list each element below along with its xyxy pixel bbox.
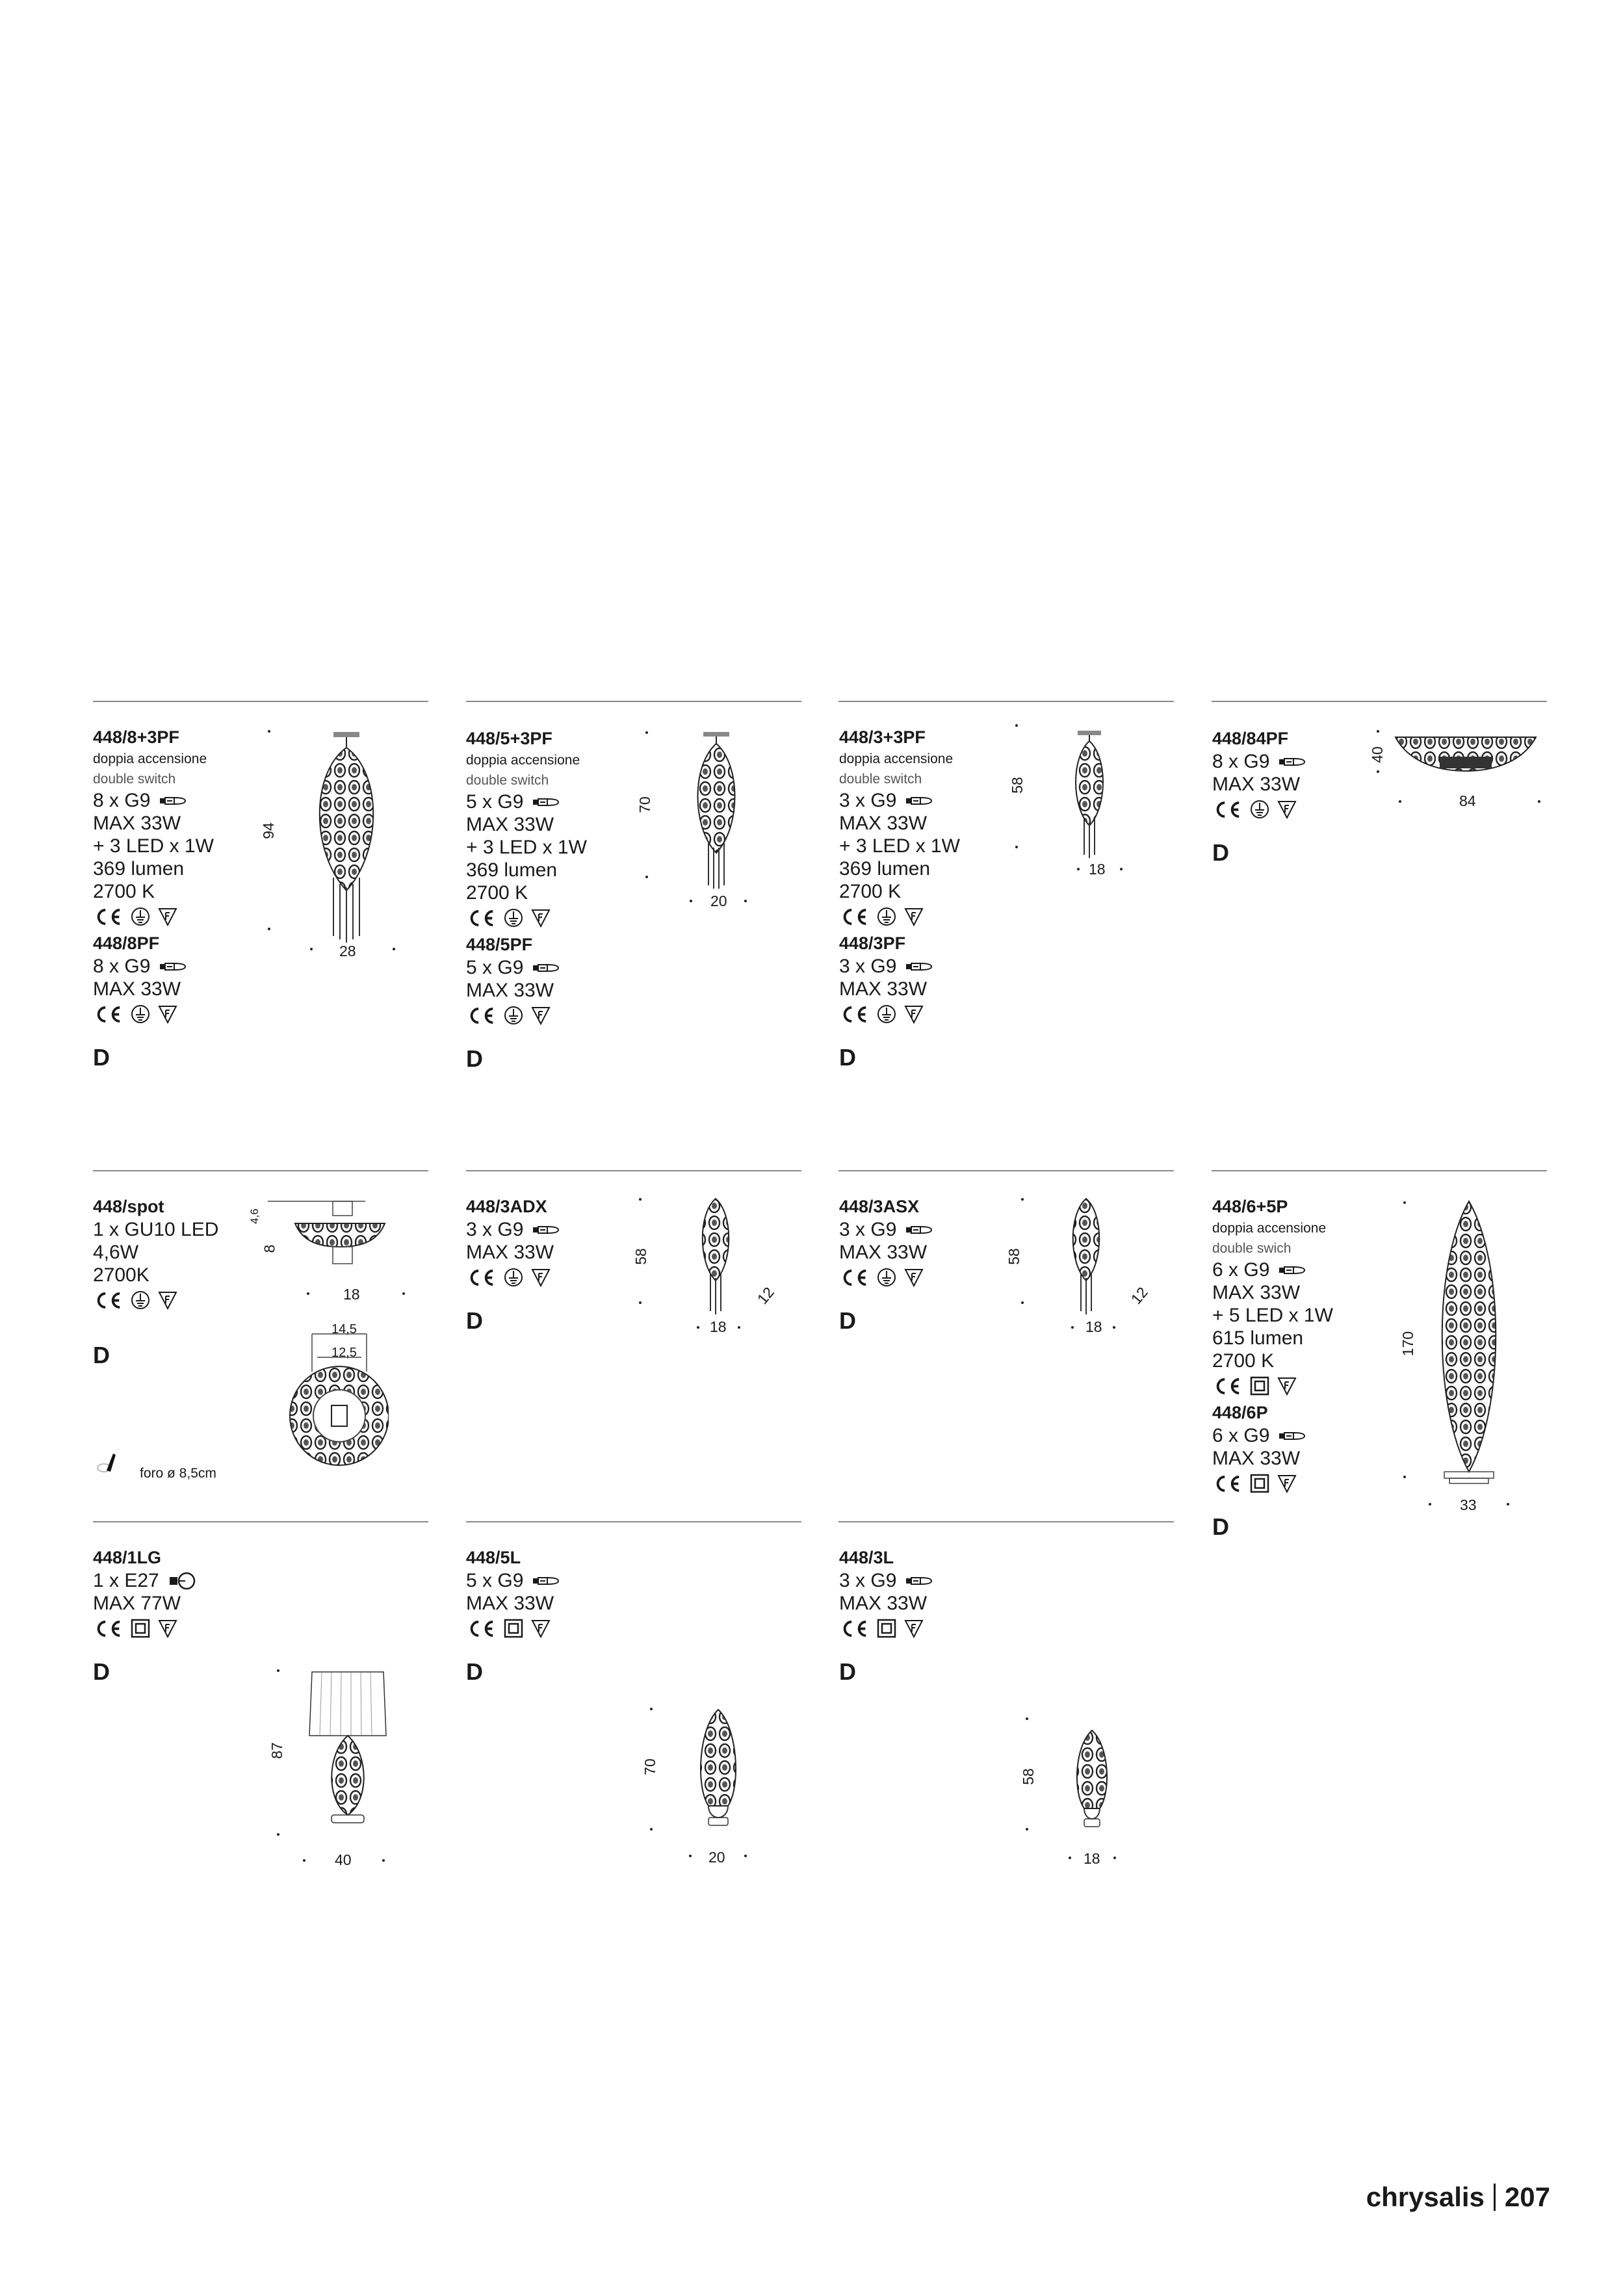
page-footer — [1366, 2182, 1550, 2213]
g9-bulb-icon — [1279, 1431, 1307, 1441]
ce-mark — [839, 1619, 869, 1638]
certification-marks — [1212, 1376, 1381, 1396]
separator-rule — [93, 1521, 428, 1522]
energy-class: D — [466, 1307, 483, 1334]
ce-mark — [466, 1006, 496, 1025]
certification-marks — [839, 907, 1028, 926]
product-448-6-5p — [1212, 1196, 1381, 1540]
inner-dimension: 12,5 — [331, 1346, 357, 1360]
max-power: MAX 33W — [839, 813, 928, 834]
width-dimension: 33 — [1460, 1496, 1477, 1513]
g9-bulb-icon — [1279, 1265, 1307, 1275]
max-power: MAX 33W — [1212, 1282, 1301, 1303]
certification-marks — [466, 908, 655, 928]
earth-icon — [131, 907, 150, 926]
separator-rule — [93, 1170, 428, 1171]
e27-bulb-icon — [168, 1571, 197, 1591]
lamp-spec — [466, 1218, 609, 1241]
separator-rule — [838, 701, 1174, 702]
f-triangle-icon — [904, 1268, 924, 1287]
height-dimension: 58 — [1019, 1768, 1037, 1785]
lamp-count: 6 x G9 — [1212, 1259, 1270, 1281]
brand-name: chrysalis — [1366, 2182, 1485, 2212]
color-temperature: 2700K — [93, 1264, 149, 1286]
height-dimension: 40 — [1368, 746, 1386, 763]
ce-mark — [93, 1005, 123, 1024]
f-triangle-icon — [1277, 800, 1297, 819]
energy-class: D — [93, 1044, 110, 1071]
energy-class: D — [839, 1044, 856, 1071]
width-dimension: 18 — [1085, 1318, 1102, 1335]
switch-note-en: double switch — [466, 773, 549, 788]
ceiling-lamp-drawing — [1394, 733, 1537, 779]
lumen: 369 lumen — [93, 858, 185, 880]
f-triangle-icon — [904, 1619, 924, 1638]
width-dimension: 20 — [710, 893, 727, 909]
table-lamp-drawing — [305, 1671, 390, 1827]
pendant-lamp-drawing — [304, 728, 389, 943]
color-temperature: 2700 K — [466, 882, 528, 904]
separator-rule — [466, 1521, 801, 1522]
product-code: 448/spot — [93, 1197, 164, 1216]
width-dimension: 28 — [339, 943, 356, 959]
switch-note-it: doppia accensione — [1212, 1221, 1327, 1236]
f-triangle-icon — [1277, 1474, 1297, 1493]
ce-mark — [1212, 1474, 1242, 1493]
f-triangle-icon — [531, 1619, 551, 1638]
top-dimension: 4,6 — [248, 1208, 261, 1224]
switch-note-it: doppia accensione — [93, 751, 207, 766]
height-dimension: 70 — [636, 796, 653, 813]
separator-rule — [93, 701, 428, 702]
switch-note-en: double swich — [1212, 1241, 1292, 1256]
product-code: 448/3ASX — [839, 1197, 920, 1216]
product-448-1lg — [93, 1547, 236, 1685]
product-code: 448/6+5P — [1212, 1197, 1288, 1216]
page-number: 207 — [1504, 2182, 1550, 2212]
certification-marks — [93, 1004, 281, 1024]
earth-icon — [504, 1006, 523, 1025]
hole-note: foro ø 8,5cm — [140, 1466, 216, 1481]
product-448-3asx — [839, 1196, 982, 1334]
product-code: 448/3L — [839, 1548, 894, 1567]
width-dimension: 84 — [1459, 792, 1476, 809]
lumen: 369 lumen — [466, 859, 558, 881]
width-dimension: 18 — [710, 1318, 727, 1335]
g9-bulb-icon — [905, 1225, 934, 1235]
outer-dimension: 14,5 — [331, 1322, 357, 1337]
product-code: 448/84PF — [1212, 729, 1289, 748]
lamp-spec — [839, 789, 1028, 812]
certification-marks — [93, 1619, 236, 1638]
height-dimension: 58 — [1008, 777, 1026, 794]
lamp-spec — [93, 789, 281, 812]
lamp-spec — [839, 955, 1028, 978]
lamp-count: 3 x G9 — [839, 1570, 897, 1591]
width-dimension: 20 — [708, 1849, 725, 1866]
max-power: MAX 33W — [839, 978, 928, 1000]
led-spec: + 5 LED x 1W — [1212, 1305, 1333, 1326]
certification-marks — [93, 1290, 255, 1310]
switch-note-it: doppia accensione — [839, 751, 954, 766]
lamp-count: 1 x E27 — [93, 1570, 159, 1591]
energy-class: D — [1212, 1513, 1229, 1540]
lamp-spec — [466, 790, 655, 813]
separator-rule — [1212, 701, 1547, 702]
lamp-count: 8 x G9 — [93, 790, 151, 811]
lamp-spec — [466, 956, 655, 979]
lamp-count: 5 x G9 — [466, 791, 524, 813]
f-triangle-icon — [531, 1268, 551, 1287]
variant-code: 448/3PF — [839, 933, 906, 953]
product-448-3l — [839, 1547, 982, 1685]
max-power: MAX 33W — [1212, 774, 1301, 795]
lamp-spec — [1212, 1424, 1381, 1447]
color-temperature: 2700 K — [1212, 1350, 1275, 1372]
spot-lamp-top-drawing — [285, 1333, 389, 1469]
product-448-3adx — [466, 1196, 609, 1334]
f-triangle-icon — [531, 1006, 551, 1025]
double-insulation-icon — [1250, 1474, 1269, 1493]
certification-marks — [93, 907, 281, 926]
product-code: 448/1LG — [93, 1548, 162, 1567]
ce-mark — [839, 1268, 869, 1287]
energy-class: D — [93, 1342, 110, 1368]
certification-marks — [466, 1268, 609, 1287]
product-448-5-3pf — [466, 728, 655, 1072]
switch-note-en: double switch — [93, 772, 176, 787]
energy-class: D — [1212, 839, 1229, 866]
ce-mark — [466, 909, 496, 928]
max-power: MAX 33W — [466, 814, 554, 835]
ce-mark — [839, 1005, 869, 1024]
width-dimension: 18 — [1089, 861, 1106, 878]
hole-icon — [96, 1452, 122, 1473]
product-448-3-3pf — [839, 727, 1028, 1071]
height-dimension: 87 — [268, 1742, 285, 1759]
width-dimension: 18 — [1084, 1850, 1100, 1867]
separator-rule — [1212, 1170, 1547, 1171]
table-lamp-drawing — [1066, 1729, 1118, 1830]
separator-rule — [466, 701, 801, 702]
height-dimension: 8 — [261, 1244, 278, 1253]
certification-marks — [1212, 800, 1342, 819]
product-code: 448/5L — [466, 1548, 521, 1567]
max-power: MAX 33W — [1212, 1448, 1301, 1469]
color-temperature: 2700 K — [839, 881, 902, 902]
lamp-count: 3 x G9 — [839, 956, 897, 977]
wattage: 4,6W — [93, 1242, 139, 1263]
variant-code: 448/5PF — [466, 935, 533, 954]
lamp-count: 3 x G9 — [466, 1219, 524, 1240]
variant-code: 448/8PF — [93, 933, 160, 953]
earth-icon — [877, 1268, 896, 1287]
switch-note-it: doppia accensione — [466, 753, 580, 768]
height-dimension: 70 — [641, 1758, 658, 1775]
f-triangle-icon — [904, 907, 924, 926]
lamp-spec — [466, 1569, 609, 1592]
energy-class: D — [466, 1045, 483, 1072]
lamp-spec — [93, 955, 281, 978]
f-triangle-icon — [158, 1619, 177, 1638]
switch-note-en: double switch — [839, 772, 922, 787]
earth-icon — [504, 908, 523, 928]
g9-bulb-icon — [532, 1225, 561, 1235]
certification-marks — [466, 1006, 655, 1025]
lamp-spec — [1212, 1259, 1381, 1281]
f-triangle-icon — [904, 1004, 924, 1024]
earth-icon — [504, 1268, 523, 1287]
separator-rule — [838, 1170, 1174, 1171]
g9-bulb-icon — [532, 1576, 561, 1586]
energy-class: D — [93, 1658, 110, 1685]
product-448-5l — [466, 1547, 609, 1685]
f-triangle-icon — [158, 1004, 177, 1024]
certification-marks — [466, 1619, 609, 1638]
width-dimension: 18 — [343, 1286, 360, 1303]
color-temperature: 2700 K — [93, 881, 155, 902]
energy-class: D — [839, 1658, 856, 1685]
ce-mark — [93, 1291, 123, 1310]
g9-bulb-icon — [159, 796, 188, 806]
pendant-lamp-drawing — [1063, 728, 1115, 858]
f-triangle-icon — [531, 908, 551, 928]
lamp-count: 8 x G9 — [1212, 751, 1270, 772]
led-spec: + 3 LED x 1W — [93, 835, 214, 857]
height-dimension: 94 — [259, 822, 277, 839]
max-power: MAX 33W — [839, 1593, 928, 1614]
g9-bulb-icon — [159, 961, 188, 972]
lamp-count: 6 x G9 — [1212, 1425, 1270, 1446]
max-power: MAX 33W — [466, 980, 554, 1001]
product-code: 448/8+3PF — [93, 727, 179, 747]
g9-bulb-icon — [905, 1576, 934, 1586]
g9-bulb-icon — [532, 963, 561, 973]
earth-icon — [877, 1004, 896, 1024]
earth-icon — [131, 1004, 150, 1024]
lamp-count: 8 x G9 — [93, 956, 151, 977]
earth-icon — [131, 1290, 150, 1310]
footer-divider — [1494, 2184, 1496, 2211]
double-insulation-icon — [877, 1619, 896, 1638]
max-power: MAX 33W — [839, 1242, 928, 1263]
ce-mark — [1212, 800, 1242, 819]
max-power: MAX 33W — [466, 1242, 554, 1263]
spot-lamp-side-drawing — [268, 1200, 398, 1272]
certification-marks — [839, 1619, 982, 1638]
lamp-count: 3 x G9 — [839, 1219, 897, 1240]
max-power: MAX 77W — [93, 1593, 181, 1614]
led-spec: + 3 LED x 1W — [839, 835, 960, 857]
lamp-count: 5 x G9 — [466, 1570, 524, 1591]
lamp-count: 5 x G9 — [466, 957, 524, 978]
certification-marks — [1212, 1474, 1381, 1493]
product-code: 448/3+3PF — [839, 727, 926, 747]
lamp-spec — [839, 1569, 982, 1592]
earth-icon — [877, 907, 896, 926]
led-spec: + 3 LED x 1W — [466, 837, 587, 858]
wall-lamp-drawing — [1063, 1197, 1109, 1314]
max-power: MAX 33W — [93, 813, 181, 834]
wall-lamp-drawing — [693, 1197, 738, 1314]
width-dimension: 40 — [335, 1851, 352, 1868]
product-code: 448/5+3PF — [466, 729, 552, 748]
max-power: MAX 33W — [93, 978, 181, 1000]
double-insulation-icon — [504, 1619, 523, 1638]
ce-mark — [839, 907, 869, 926]
ce-mark — [466, 1268, 496, 1287]
max-power: MAX 33W — [466, 1593, 554, 1614]
product-448-spot — [93, 1196, 255, 1368]
lamp-spec — [839, 1218, 982, 1241]
energy-class: D — [466, 1658, 483, 1685]
lamp-spec: 1 x GU10 LED — [93, 1219, 219, 1240]
f-triangle-icon — [158, 1290, 177, 1310]
separator-rule — [466, 1170, 801, 1171]
lamp-spec — [93, 1569, 236, 1592]
double-insulation-icon — [1250, 1376, 1269, 1396]
lamp-spec — [1212, 750, 1342, 773]
variant-code: 448/6P — [1212, 1403, 1268, 1422]
lumen: 615 lumen — [1212, 1327, 1304, 1349]
separator-rule — [838, 1521, 1174, 1522]
height-dimension: 58 — [632, 1248, 649, 1265]
pendant-lamp-drawing — [684, 729, 749, 892]
f-triangle-icon — [158, 907, 177, 926]
g9-bulb-icon — [532, 797, 561, 807]
ce-mark — [93, 1619, 123, 1638]
ce-mark — [466, 1619, 496, 1638]
certification-marks — [839, 1004, 1028, 1024]
height-dimension: 58 — [1005, 1248, 1022, 1265]
lumen: 369 lumen — [839, 858, 931, 880]
ce-mark — [93, 907, 123, 926]
double-insulation-icon — [131, 1619, 150, 1638]
energy-class: D — [839, 1307, 856, 1334]
table-lamp-drawing — [689, 1708, 747, 1829]
earth-icon — [1250, 800, 1269, 819]
floor-lamp-drawing — [1430, 1199, 1508, 1485]
ce-mark — [1212, 1377, 1242, 1396]
product-448-8-3pf — [93, 727, 281, 1071]
g9-bulb-icon — [905, 796, 934, 806]
product-code: 448/3ADX — [466, 1197, 547, 1216]
certification-marks — [839, 1268, 982, 1287]
height-dimension: 170 — [1399, 1331, 1417, 1357]
g9-bulb-icon — [905, 961, 934, 972]
depth-dimension: 12 — [753, 1283, 777, 1308]
depth-dimension: 12 — [1127, 1283, 1151, 1308]
f-triangle-icon — [1277, 1376, 1297, 1396]
g9-bulb-icon — [1279, 757, 1307, 767]
lamp-count: 3 x G9 — [839, 790, 897, 811]
product-448-84pf — [1212, 728, 1342, 866]
